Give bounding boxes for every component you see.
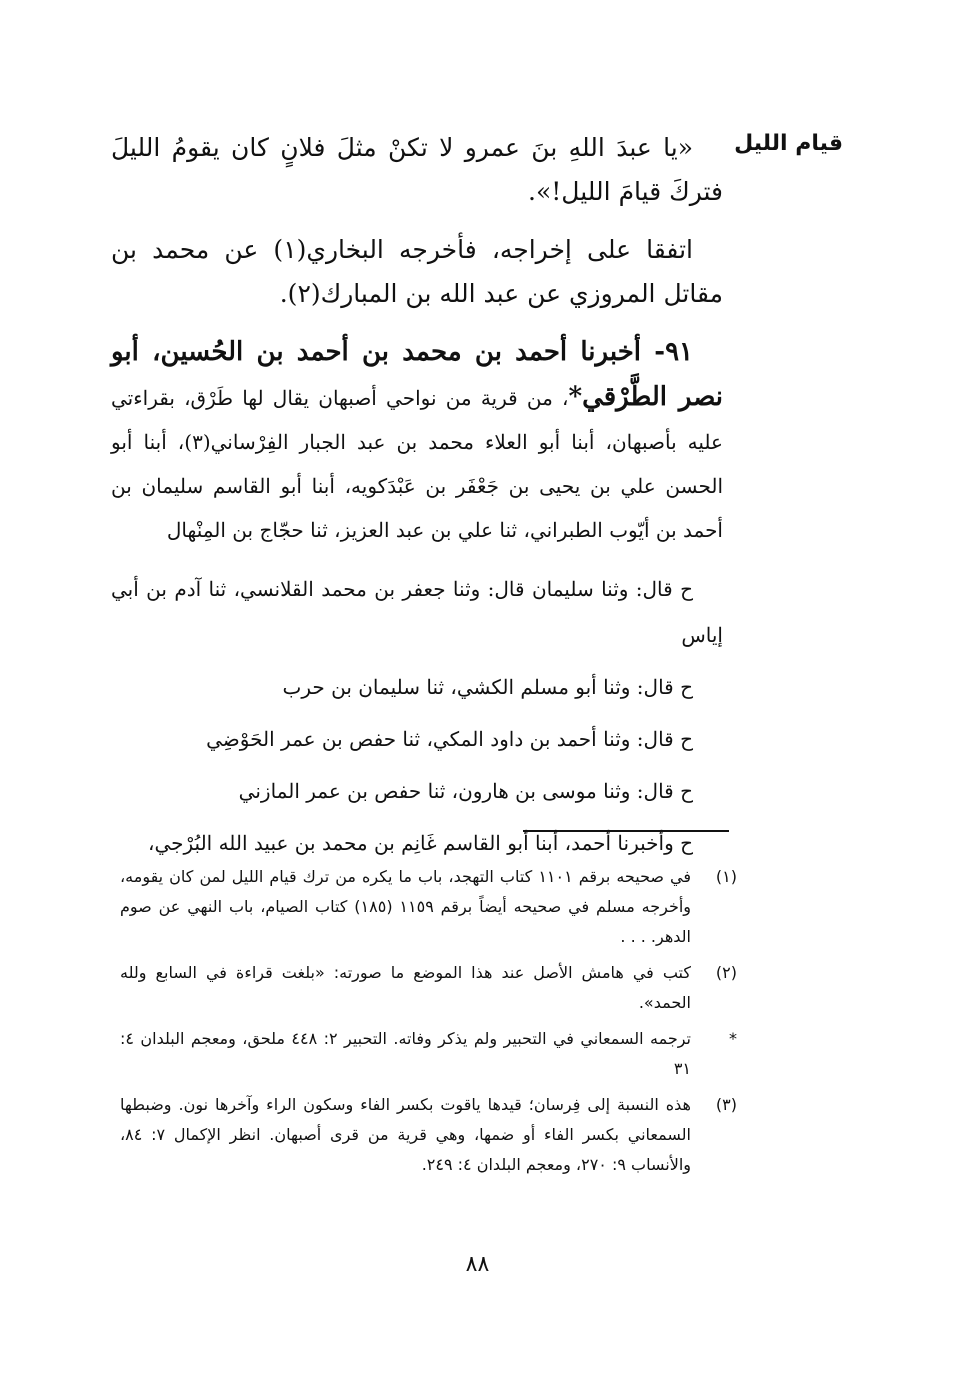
page-number: ٨٨ — [465, 1252, 490, 1277]
footnote-text: كتب في هامش الأصل عند هذا الموضع ما صورته: «بلغت قراءة في السابع ولله الحمد». — [120, 963, 691, 1012]
footnote-mark: (٢) — [715, 963, 737, 982]
footnote — [120, 1024, 737, 1084]
footnote-text: في صحيحه برقم ١١٠١ كتاب التهجد، باب ما يكره من ترك قيام الليل لمن كان يقومه، وأخرجه مسلم في صحيحه أيضاً برقم ١١٥٩ (١٨٥) كتاب الصيام، باب النهي عن صوم الدهر. . . . — [120, 867, 692, 946]
main-text — [111, 126, 723, 872]
chain-line: ح قال: وثنا أحمد بن داود المكي، ثنا حفص بن عمر الحَوْضِي — [206, 727, 693, 751]
chain-line: ح قال: وثنا سليمان قال: وثنا جعفر بن محمد القلانسي، ثنا آدم بن أبي إياس — [111, 577, 723, 647]
hadith-91-paragraph — [111, 330, 723, 552]
hadith-heading: ٩١- أخبرنا أحمد بن محمد بن أحمد بن الحُسين، أبو نصر الطَّرْقي* — [111, 337, 723, 412]
footnote-text: ترجمه السمعاني في التحبير ولم يذكر وفاته. التحبير ٢: ٤٤٨ ملحق، ومعجم البلدان ٤: ٣١ — [120, 1029, 692, 1078]
footnotes — [120, 862, 737, 1186]
chain-line: ح وأخبرنا أحمد، أبنا أبو القاسم غَانِم بن محمد بن عبيد الله البُرْجي، — [148, 831, 693, 855]
running-head: قيام الليل — [734, 131, 843, 156]
footnote — [120, 862, 737, 952]
chain-line: ح قال: وثنا أبو مسلم الكشي، ثنا سليمان بن حرب — [282, 675, 693, 699]
chain-line: ح قال: وثنا موسى بن هارون، ثنا حفص بن عمر المازني — [238, 779, 693, 803]
hadith-text: ، من قرية من نواحي أصبهان يقال لها طَرْق، بقراءتي عليه بأصبهان، أبنا أبو العلاء محمد بن عبد الجبار الفِرْساني(٣)، أبنا أبو الحسن علي بن يحيى بن جَعْفَر بن عَبْدَكويه، أبنا أبو القاسم سليمان بن أحمد بن أيّوب الطبراني، ثنا علي بن عبد العزيز، ثنا حجّاج بن المِنْهال — [111, 386, 723, 542]
footnote — [120, 1090, 737, 1180]
footnote — [120, 958, 737, 1018]
footnote-divider — [523, 830, 729, 832]
quote-paragraph: «يا عبدَ اللهِ بنَ عمرو لا تكنْ مثلَ فلانٍ كان يقومُ الليلَ فتركَ قيامَ الليل!». — [111, 133, 723, 206]
footnote-mark: (٣) — [715, 1095, 737, 1114]
takhrij-paragraph: اتفقا على إخراجه، فأخرجه البخاري(١) عن محمد بن مقاتل المروزي عن عبد الله بن المبارك(٢). — [111, 235, 723, 308]
footnote-text: هذه النسبة إلى فِرسان؛ قيدها ياقوت بكسر الفاء وسكون الراء وآخرها نون. وضبطها السمعاني بكسر الفاء أو ضمها، وهي قرية من قرى أصبهان. انظر الإكمال ٧: ٨٤، والأنساب ٩: ٢٧٠، ومعجم البلدان ٤: ٢٤٩. — [120, 1095, 691, 1174]
footnote-mark: * — [729, 1029, 737, 1048]
footnote-mark: (١) — [715, 867, 737, 886]
